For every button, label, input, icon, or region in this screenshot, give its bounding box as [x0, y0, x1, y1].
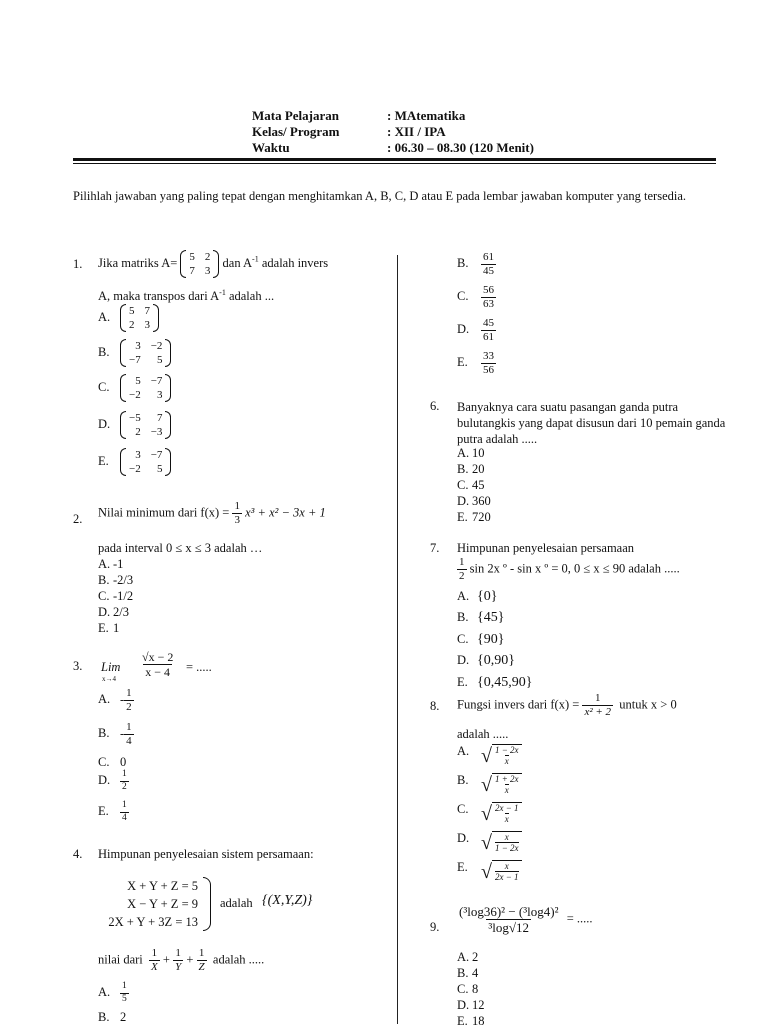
question-number: 7. — [430, 541, 440, 555]
numerator: 45 — [483, 317, 494, 329]
option-b[interactable] — [98, 1010, 126, 1025]
matrix-cell: −5 — [129, 412, 141, 424]
numerator: 1 — [459, 556, 465, 568]
fraction — [481, 351, 496, 376]
option-a[interactable] — [98, 982, 129, 1004]
numerator: (³log36)² − (³log4)² — [459, 904, 559, 919]
option-d[interactable] — [98, 770, 129, 792]
column-divider — [397, 255, 398, 1024]
matrix-cell: 2 — [135, 426, 141, 438]
matrix-cell: 7 — [156, 412, 163, 424]
denominator: Z — [198, 961, 205, 973]
numerator: 1 + 2x — [494, 774, 519, 784]
limit-subscript: x→4 — [102, 675, 116, 683]
matrix-cell: 5 — [156, 354, 163, 366]
option-letter: B. — [457, 462, 469, 476]
q1-post2-text: adalah invers — [258, 255, 329, 270]
option-letter: C. — [457, 802, 469, 816]
option-e[interactable] — [98, 621, 119, 636]
numerator: x — [504, 861, 509, 871]
q2-pre-text: Nilai minimum dari f(x) = — [98, 505, 230, 520]
option-d[interactable] — [98, 605, 129, 620]
numerator: 1 — [594, 692, 601, 704]
q8-pre-text: Fungsi invers dari f(x) = — [457, 697, 580, 712]
header-label: Kelas/ Program — [252, 124, 340, 139]
denominator: 5 — [122, 993, 127, 1004]
solution-set: {(X,Y,Z)} — [262, 893, 313, 908]
option-text: 10 — [472, 446, 485, 460]
option-letter: D. — [457, 998, 470, 1012]
sqrt-fraction: √ $\frac{1 - 2x}{x}$ — [481, 744, 522, 766]
option-text: {0} — [477, 589, 498, 604]
option-b[interactable] — [457, 462, 485, 477]
option-c[interactable] — [457, 802, 522, 824]
option-d[interactable] — [457, 494, 491, 509]
option-a[interactable] — [457, 744, 522, 766]
option-text: 2 — [120, 1010, 127, 1024]
question-8-stem — [457, 693, 677, 718]
option-a[interactable] — [457, 446, 485, 461]
option-letter: E. — [457, 675, 468, 689]
header-value: : XII / IPA — [387, 124, 446, 139]
matrix-cell: −2 — [129, 463, 141, 475]
option-e[interactable] — [98, 448, 171, 476]
numerator: 1 — [151, 947, 158, 959]
option-a[interactable] — [98, 557, 123, 572]
equation-system — [98, 877, 198, 931]
option-letter: D. — [457, 653, 470, 667]
system-brace — [203, 877, 211, 931]
matrix-cell: 5 — [129, 305, 135, 317]
header-label: Mata Pelajaran — [252, 108, 340, 123]
matrix-cell: −7 — [150, 375, 163, 387]
denominator: x² + 2 — [584, 706, 612, 718]
matrix-cell: 3 — [144, 319, 150, 331]
option-letter: A. — [98, 984, 111, 999]
superscript: -1 — [252, 254, 259, 264]
denominator: 3 — [234, 514, 240, 526]
instruction-text: Pilihlah jawaban yang paling tepat dengan menghitamkan A, B, C, D atau E pada lembar jawaban komputer yang tersedia. — [73, 189, 687, 203]
numerator: 1 − 2x — [494, 745, 519, 755]
option-letter: E. — [457, 860, 468, 874]
option-text: 2/3 — [113, 605, 129, 619]
option-b[interactable] — [457, 966, 478, 981]
denominator: x — [504, 814, 509, 824]
q1-pre-text: Jika matriks A= — [98, 255, 178, 270]
option-a[interactable] — [457, 950, 478, 965]
denominator: x — [504, 785, 509, 795]
matrix-cell: 3 — [156, 389, 163, 401]
equation: X + Y + Z = 5 — [127, 879, 198, 893]
option-letter: B. — [98, 573, 110, 587]
sqrt-fraction: √ $\frac{2x - 1}{x}$ — [481, 802, 522, 824]
fraction — [120, 770, 129, 792]
option-e[interactable] — [457, 351, 496, 376]
option-text: 1 — [113, 621, 120, 635]
option-letter: A. — [98, 309, 111, 324]
option-text: 8 — [472, 982, 479, 996]
plus-sign: + — [186, 952, 194, 967]
equals-dots: = ..... — [566, 911, 593, 926]
option-text: 720 — [472, 510, 491, 524]
option-text: 45 — [472, 478, 485, 492]
denominator: 4 — [122, 812, 127, 823]
option-letter: A. — [98, 692, 111, 707]
denominator: 45 — [483, 265, 494, 277]
numerator: 1 — [198, 947, 205, 959]
question-number: 3. — [73, 659, 83, 673]
q4-nilai-text: nilai dari — [98, 952, 143, 967]
option-letter: A. — [457, 950, 470, 964]
option-b[interactable] — [457, 773, 522, 795]
denominator: ³log√12 — [488, 920, 530, 935]
option-text: -1/2 — [113, 589, 134, 603]
option-text: 360 — [472, 494, 491, 508]
numerator: 1 — [122, 769, 127, 779]
option-a[interactable] — [457, 589, 497, 605]
option-letter: E. — [457, 355, 468, 370]
option-c[interactable] — [98, 589, 133, 604]
question-9-expression — [457, 905, 593, 934]
q2-expression: x³ + x² − 3x + 1 — [245, 505, 326, 520]
matrix-cell: −7 — [150, 449, 163, 461]
q1-line2-tail: adalah ... — [225, 289, 275, 304]
denominator: 2x − 1 — [494, 872, 519, 882]
fraction — [481, 252, 496, 277]
option-e[interactable] — [457, 675, 532, 691]
matrix-cell: 3 — [135, 340, 141, 352]
matrix-cell: 5 — [135, 375, 141, 387]
question-1-stem — [98, 250, 328, 278]
plus-sign: + — [162, 952, 170, 967]
header-label: Waktu — [252, 140, 290, 155]
q4-adalah: adalah — [220, 896, 253, 910]
denominator: Y — [175, 961, 182, 973]
header-rule-thick — [73, 158, 716, 161]
fraction — [481, 285, 496, 310]
option-letter: C. — [457, 289, 469, 304]
option-c[interactable] — [457, 982, 478, 997]
q1-line2-text: A, maka transpos dari A — [98, 289, 220, 304]
numerator: 33 — [483, 350, 494, 362]
denominator: 4 — [126, 735, 132, 747]
option-text: 20 — [472, 462, 485, 476]
option-letter: C. — [98, 589, 110, 603]
denominator: 63 — [483, 298, 494, 310]
question-2-stem — [98, 501, 326, 526]
option-b[interactable] — [457, 252, 496, 277]
option-sign: - — [120, 726, 125, 741]
question-7-equation — [457, 557, 680, 582]
option-letter: D. — [98, 416, 111, 431]
question-number: 8. — [430, 699, 440, 713]
option-matrix — [120, 339, 171, 367]
option-letter: A. — [457, 589, 470, 603]
question-4-stem: Himpunan penyelesaian sistem persamaan: — [98, 847, 314, 861]
option-letter: D. — [98, 605, 111, 619]
option-letter: A. — [457, 744, 470, 758]
numerator: 1 — [122, 981, 127, 991]
option-letter: C. — [457, 478, 469, 492]
option-letter: E. — [98, 803, 109, 818]
question-1-line2 — [98, 288, 274, 304]
denominator: X — [151, 961, 158, 973]
question-number: 1. — [73, 257, 83, 271]
option-letter: B. — [98, 1010, 110, 1024]
option-letter: D. — [457, 831, 470, 845]
option-c[interactable] — [457, 285, 496, 310]
fraction — [173, 948, 183, 973]
option-b[interactable] — [98, 573, 133, 588]
numerator: 1 — [175, 947, 181, 959]
matrix-cell: 7 — [144, 305, 150, 317]
numerator: 1 — [126, 721, 132, 733]
option-e[interactable] — [457, 1014, 485, 1029]
option-letter: B. — [457, 610, 469, 624]
option-matrix — [120, 448, 171, 476]
matrix-a — [180, 250, 219, 278]
question-2-line2: pada interval 0 ≤ x ≤ 3 adalah … — [98, 541, 263, 555]
sqrt-fraction: √ $\frac{1 + 2x}{x}$ — [481, 773, 522, 795]
option-letter: C. — [98, 379, 110, 394]
superscript: -1 — [219, 288, 226, 297]
option-c[interactable] — [98, 374, 171, 402]
option-letter: B. — [457, 773, 469, 787]
option-a[interactable] — [98, 304, 159, 332]
option-letter: B. — [98, 726, 110, 741]
option-text: 18 — [472, 1014, 485, 1028]
matrix-cell: 7 — [189, 265, 195, 277]
denominator: 2 — [122, 781, 127, 792]
matrix-cell: −7 — [129, 354, 141, 366]
option-text: {90} — [477, 632, 505, 647]
option-d[interactable] — [457, 318, 496, 343]
option-letter: C. — [457, 982, 469, 996]
question-number: 9. — [430, 920, 440, 934]
option-letter: A. — [98, 557, 111, 571]
matrix-cell: 2 — [204, 251, 211, 263]
numerator: 2x − 1 — [494, 803, 519, 813]
option-matrix — [120, 304, 159, 332]
question-6-stem: Banyaknya cara suatu pasangan ganda putra bulutangkis yang dapat disusun dari 10 pemain ganda putra adalah ..... — [457, 400, 726, 446]
q1-post-text: dan A — [222, 255, 253, 270]
option-letter: B. — [457, 966, 469, 980]
option-letter: B. — [457, 256, 469, 271]
option-text: 12 — [472, 998, 485, 1012]
matrix-cell: 3 — [204, 265, 211, 277]
option-text: 0 — [120, 755, 127, 769]
question-number: 6. — [430, 399, 440, 413]
option-letter: E. — [98, 621, 109, 635]
matrix-cell: −2 — [150, 340, 163, 352]
option-text: 4 — [472, 966, 479, 980]
option-matrix — [120, 411, 171, 439]
header-rule-thin — [73, 163, 716, 164]
option-letter: E. — [457, 1014, 468, 1028]
numerator: 1 — [122, 800, 127, 810]
option-letter: A. — [457, 446, 470, 460]
option-sign: - — [120, 692, 125, 707]
header-row-class — [252, 124, 446, 140]
question-3-fraction — [140, 651, 175, 678]
option-letter: D. — [457, 322, 470, 337]
option-e[interactable] — [457, 860, 522, 882]
denominator: x — [504, 756, 509, 766]
matrix-cell: 5 — [189, 251, 195, 263]
question-number: 2. — [73, 512, 83, 526]
option-a[interactable] — [98, 688, 134, 713]
option-e[interactable] — [457, 510, 491, 525]
option-text: 2 — [472, 950, 479, 964]
q8-post-text: untuk x > 0 — [619, 697, 677, 712]
option-c[interactable] — [457, 632, 504, 648]
option-b[interactable] — [457, 610, 504, 626]
option-e[interactable] — [98, 801, 129, 823]
denominator: 2 — [126, 701, 132, 713]
option-d[interactable] — [98, 411, 171, 439]
option-text: {45} — [477, 610, 505, 625]
fraction — [140, 651, 175, 678]
denominator: 1 − 2x — [494, 843, 519, 853]
denominator: 61 — [483, 331, 494, 343]
question-7-stem: Himpunan penyelesaian persamaan — [457, 541, 635, 555]
limit-label: Lim — [101, 660, 121, 674]
matrix-cell: 3 — [135, 449, 141, 461]
option-c[interactable] — [457, 478, 485, 493]
option-matrix — [120, 374, 171, 402]
denominator: x − 4 — [145, 665, 171, 679]
sqrt-fraction: √ $\frac{x}{2x - 1}$ — [481, 860, 522, 882]
header-row-time — [252, 140, 534, 156]
option-letter: B. — [98, 344, 110, 359]
option-text: -1 — [113, 557, 124, 571]
option-letter: C. — [98, 755, 110, 769]
q7-expression: sin 2x º - sin x º = 0, 0 ≤ x ≤ 90 adalah ..... — [469, 561, 680, 576]
numerator: √x − 2 — [142, 650, 174, 664]
fraction — [582, 693, 613, 718]
fraction — [232, 501, 242, 526]
numerator: 56 — [483, 284, 494, 296]
question-8-line2: adalah ..... — [457, 727, 509, 741]
option-b[interactable] — [98, 339, 171, 367]
sqrt-fraction: √ $\frac{x}{1 - 2x}$ — [481, 831, 522, 853]
option-d[interactable] — [457, 998, 485, 1013]
option-letter: D. — [457, 494, 470, 508]
fraction — [120, 801, 129, 823]
option-d[interactable] — [457, 831, 522, 853]
matrix-cell: 5 — [156, 463, 163, 475]
denominator: 56 — [483, 364, 494, 376]
matrix-cell: −2 — [129, 389, 141, 401]
numerator: 1 — [234, 500, 240, 512]
matrix-cell: 2 — [129, 319, 135, 331]
fraction — [457, 557, 467, 582]
matrix-cell: −3 — [150, 426, 163, 438]
option-letter: E. — [98, 453, 109, 468]
header-value: : MAtematika — [387, 108, 466, 123]
option-text: -2/3 — [113, 573, 134, 587]
header-value: : 06.30 – 08.30 (120 Menit) — [387, 140, 534, 155]
question-number: 4. — [73, 847, 83, 861]
option-letter: E. — [457, 510, 468, 524]
option-b[interactable] — [98, 722, 134, 747]
option-letter: C. — [457, 632, 469, 646]
option-d[interactable] — [457, 653, 515, 669]
numerator: 61 — [483, 251, 494, 263]
fraction — [197, 948, 207, 973]
numerator: x — [504, 832, 509, 842]
option-text: {0,45,90} — [477, 675, 533, 690]
fraction — [124, 722, 134, 747]
fraction — [457, 905, 560, 934]
fraction — [120, 982, 129, 1004]
option-c[interactable] — [98, 755, 126, 770]
question-4-line2 — [98, 948, 264, 973]
header-row-subject — [252, 108, 465, 124]
equation: X − Y + Z = 9 — [127, 897, 198, 911]
fraction — [149, 948, 160, 973]
denominator: 2 — [459, 570, 465, 582]
fraction — [481, 318, 496, 343]
option-letter: D. — [98, 772, 111, 787]
fraction — [124, 688, 134, 713]
numerator: 1 — [126, 687, 132, 699]
q4-tail: adalah ..... — [212, 952, 265, 967]
option-text: {0,90} — [477, 653, 515, 668]
equation: 2X + Y + 3Z = 13 — [108, 915, 198, 929]
equals-dots: = ..... — [186, 660, 212, 674]
